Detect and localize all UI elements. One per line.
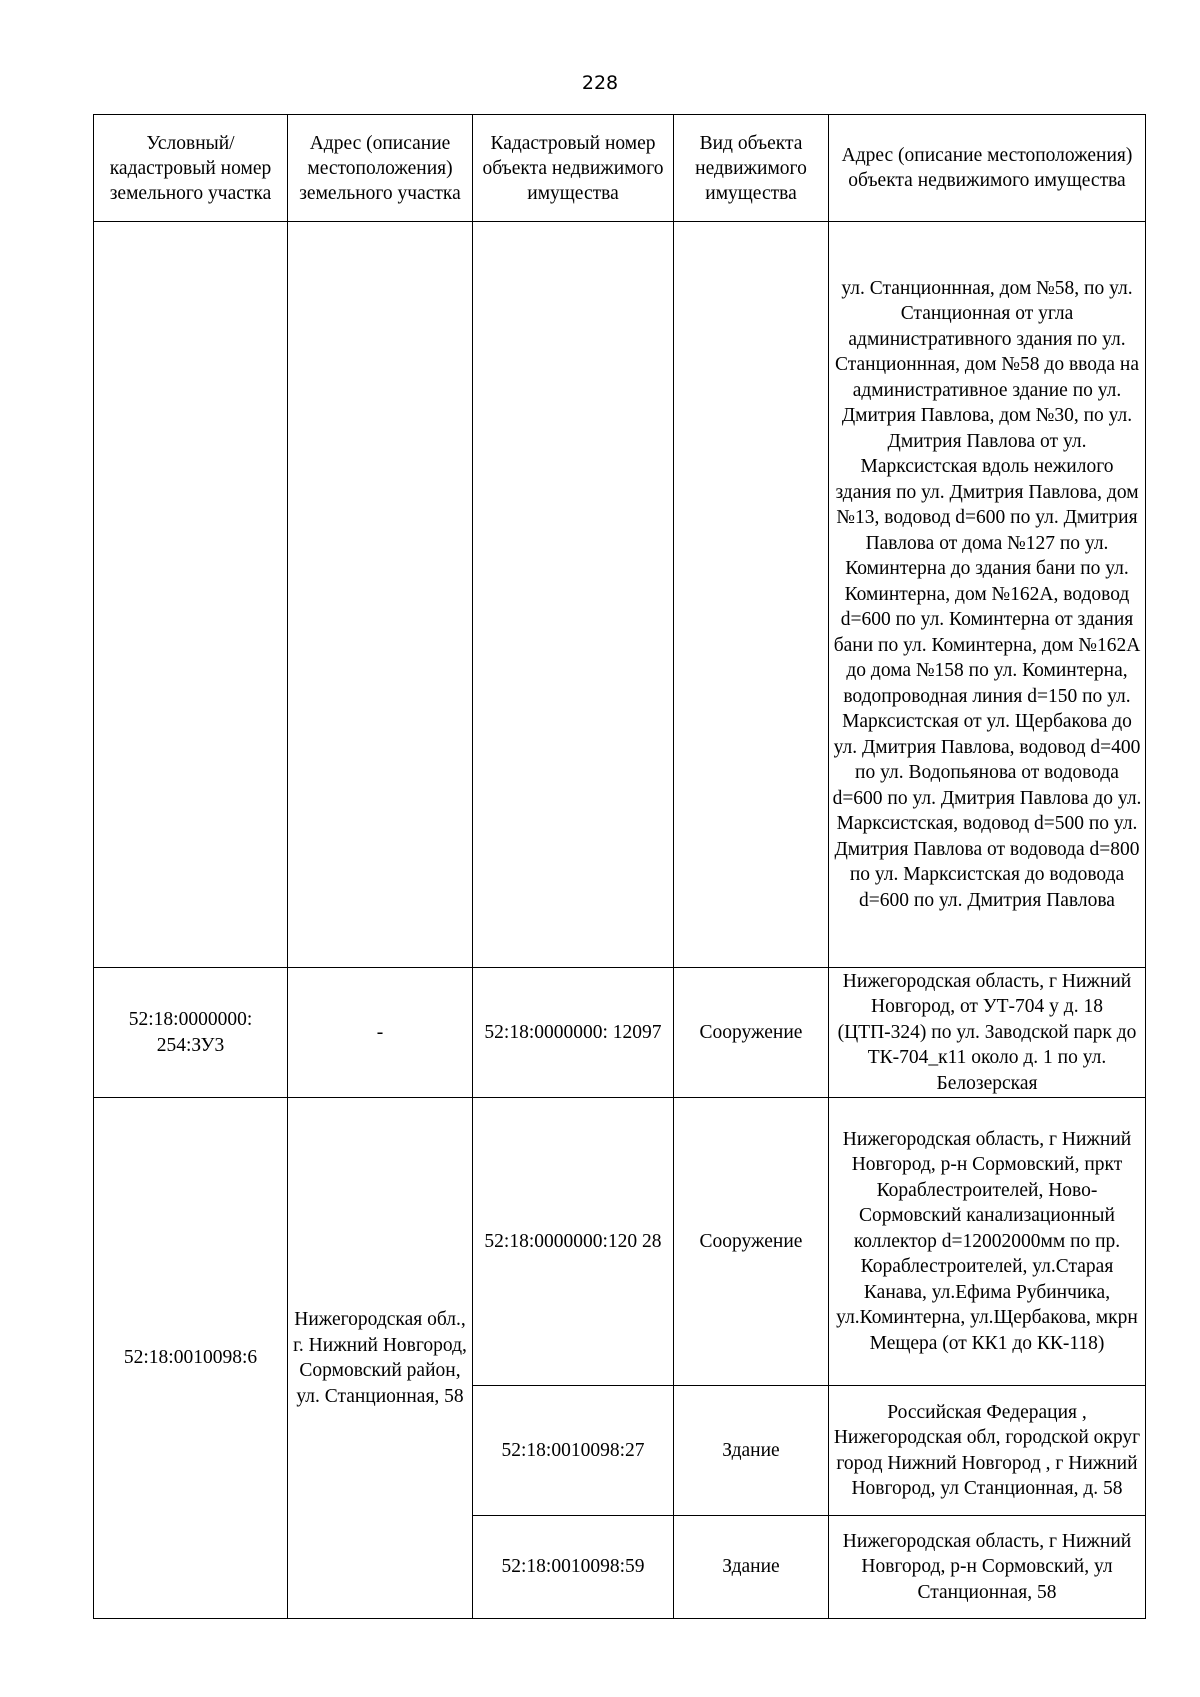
object-address-cell: Нижегородская область, г Нижний Новгород, от УТ-704 у д. 18 (ЦТП-324) по ул. Заводской парк до ТК-704_к11 около д. 1 по ул. Белозерская	[829, 968, 1146, 1098]
table-header-row	[94, 115, 1146, 222]
object-type-cell: Сооружение	[674, 968, 829, 1098]
header-object-type: Вид объекта недвижимого имущества	[674, 115, 829, 222]
object-cadastral-cell	[473, 222, 674, 968]
header-object-cadastral: Кадастровый номер объекта недвижимого имущества	[473, 115, 674, 222]
table-row	[94, 222, 1146, 968]
land-address-cell: -	[288, 968, 473, 1098]
object-type-cell: Здание	[674, 1386, 829, 1516]
header-object-address: Адрес (описание местоположения) объекта недвижимого имущества	[829, 115, 1146, 222]
object-type-cell: Здание	[674, 1516, 829, 1619]
header-land-address: Адрес (описание местоположения) земельного участка	[288, 115, 473, 222]
land-cadastral-cell	[94, 222, 288, 968]
land-address-cell: Нижегородская обл., г. Нижний Новгород, Сормовский район, ул. Станционная, 58	[288, 1098, 473, 1619]
object-address-cell: Нижегородская область, г Нижний Новгород, р-н Сормовский, пркт Кораблестроителей, Ново-Сормовский канализационный коллектор d=12002000мм по пр. Кораблестроителей, ул.Старая Канава, ул.Ефима Рубинчика, ул.Коминтерна, ул.Щербакова, мкрн Мещера (от КК1 до КК-118)	[829, 1098, 1146, 1386]
object-type-cell: Сооружение	[674, 1098, 829, 1386]
object-address-cell: ул. Станционнная, дом №58, по ул. Станционная от угла административного здания по ул. Станционнная, дом №58 до ввода на административное здание по ул. Дмитрия Павлова, дом №30, по ул. Дмитрия Павлова от ул. Марксистская вдоль нежилого здания по ул. Дмитрия Павлова, дом №13, водовод d=600 по ул. Дмитрия Павлова от дома №127 по ул. Коминтерна до здания бани по ул. Коминтерна, дом №162А, водовод d=600 по ул. Коминтерна от здания бани по ул. Коминтерна, дом №162А до дома №158 по ул. Коминтерна, водопроводная линия d=150 по ул. Марксистская от ул. Щербакова до ул. Дмитрия Павлова, водовод d=400 по ул. Водопьянова от водовода d=600 по ул. Дмитрия Павлова до ул. Марксистская, водовод d=500 по ул. Дмитрия Павлова от водовода d=800 по ул. Марксистская до водовода d=600 по ул. Дмитрия Павлова	[829, 222, 1146, 968]
land-cadastral-cell: 52:18:0010098:6	[94, 1098, 288, 1619]
land-cadastral-cell: 52:18:0000000: 254:ЗУ3	[94, 968, 288, 1098]
table-row	[94, 968, 1146, 1098]
object-address-cell: Нижегородская область, г Нижний Новгород, р-н Сормовский, ул Станционная, 58	[829, 1516, 1146, 1619]
property-registry-table	[93, 114, 1146, 1619]
object-cadastral-cell: 52:18:0000000: 12097	[473, 968, 674, 1098]
header-land-cadastral: Условный/ кадастровый номер земельного участка	[94, 115, 288, 222]
object-cadastral-cell: 52:18:0010098:59	[473, 1516, 674, 1619]
object-address-cell: Российская Федерация , Нижегородская обл, городской округ город Нижний Новгород , г Нижний Новгород, ул Станционная, д. 58	[829, 1386, 1146, 1516]
object-cadastral-cell: 52:18:0010098:27	[473, 1386, 674, 1516]
page-number: 228	[581, 72, 619, 94]
land-address-cell	[288, 222, 473, 968]
object-type-cell	[674, 222, 829, 968]
table-row	[94, 1098, 1146, 1386]
object-cadastral-cell: 52:18:0000000:120 28	[473, 1098, 674, 1386]
